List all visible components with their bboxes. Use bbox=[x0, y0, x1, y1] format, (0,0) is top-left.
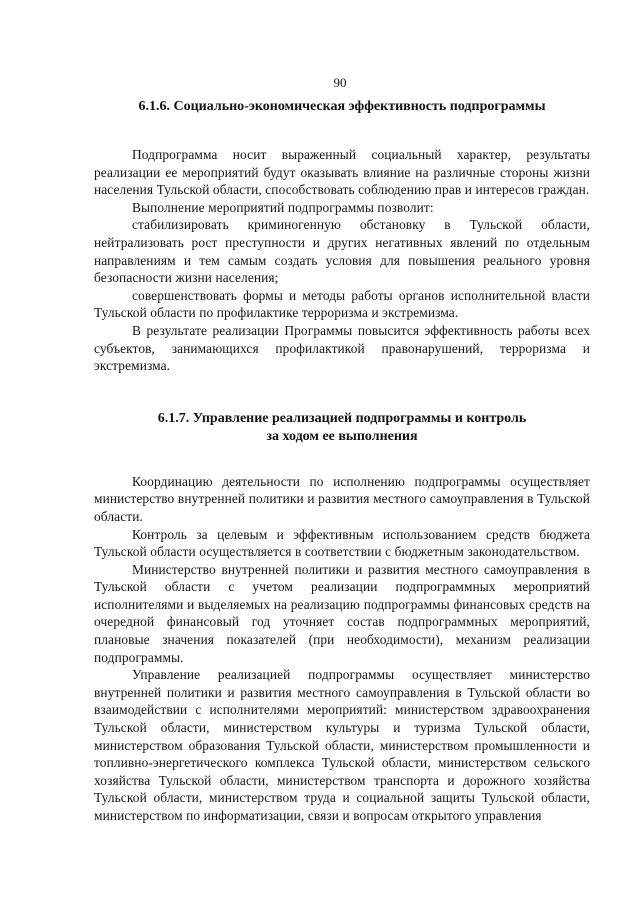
paragraph: Управление реализацией подпрограммы осуществляет министерство внутренней политики и развития местного самоуправления в Тульской области во взаимодействии с исполнителями мероприятий: министерством здравоохранения Тульской области, министерством культуры и туризма Тульской области, министерством образования Тульской области, министерством промышленности и топливно-энергетического комплекса Тульской области, министерством сельского хозяйства Тульской области, министерством транспорта и дорожного хозяйства Тульской области, министерством труда и социальной защиты Тульской области, министерством по информатизации, связи и вопросам открытого управления bbox=[94, 667, 590, 823]
paragraph: совершенствовать формы и методы работы органов исполнительной власти Тульской области по профилактике терроризма и экстремизма. bbox=[94, 287, 590, 321]
paragraph: Подпрограмма носит выраженный социальный характер, результаты реализации ее мероприятий будут оказывать влияние на различные стороны жизни населения Тульской области, способствовать соблюдению прав и интересов граждан. bbox=[94, 147, 590, 198]
paragraph: Контроль за целевым и эффективным использованием средств бюджета Тульской области осуществляется в соответствии с бюджетным законодательством. bbox=[94, 526, 590, 560]
section-heading-6-1-6: 6.1.6. Социально-экономическая эффективность подпрограммы bbox=[138, 99, 546, 114]
paragraph: стабилизировать криминогенную обстановку в Тульской области, нейтрализовать рост преступности и других негативных явлений по отдельным направлениям и тем самым создать условия для повышения реального уровня безопасности жизни населения; bbox=[94, 217, 590, 286]
page-content bbox=[94, 98, 590, 825]
paragraph: Министерство внутренней политики и развития местного самоуправления в Тульской области с учетом реализации подпрограммных мероприятий исполнителями и выделяемых на реализацию подпрограммы финансовых средств на очередной финансовый год уточняет состав подпрограммных мероприятий, плановые значения показателей (при необходимости), механизм реализации подпрограммы. bbox=[94, 561, 590, 665]
page-number: 90 bbox=[333, 75, 347, 90]
paragraph: Выполнение мероприятий подпрограммы позволит: bbox=[132, 199, 434, 215]
section-heading-6-1-7-continued: за ходом ее выполнения bbox=[266, 428, 418, 444]
section-heading-6-1-7: 6.1.7. Управление реализацией подпрограммы и контроль bbox=[157, 410, 527, 426]
paragraph: В результате реализации Программы повысится эффективность работы всех субъектов, занимающихся профилактикой правонарушений, терроризма и экстремизма. bbox=[94, 322, 590, 374]
paragraph: Координацию деятельности по исполнению подпрограммы осуществляет министерство внутренней политики и развития местного самоуправления в Тульской области. bbox=[94, 473, 590, 524]
